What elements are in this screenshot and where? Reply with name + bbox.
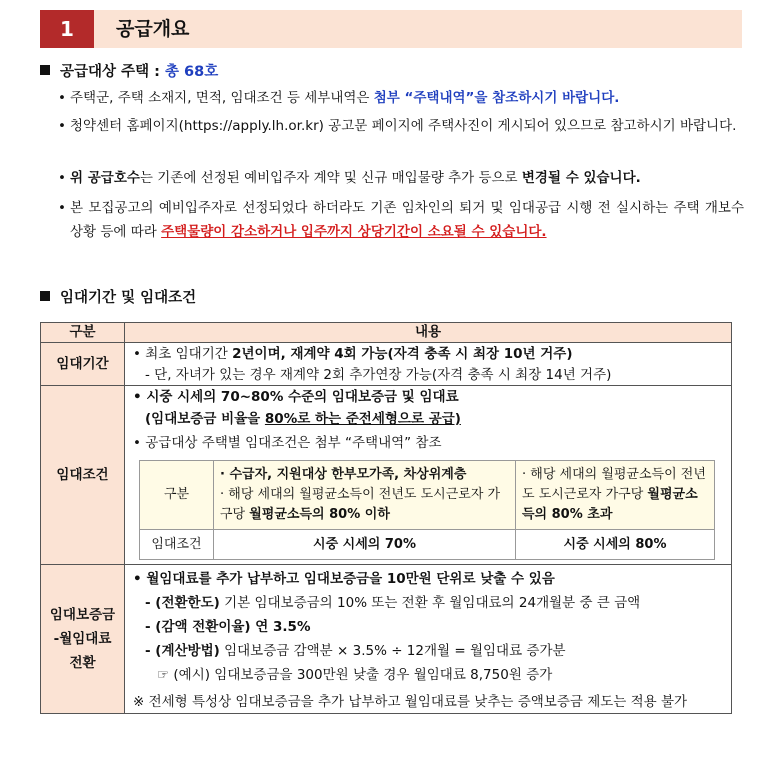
section-header — [40, 10, 742, 48]
conditions-inner-table — [139, 460, 715, 560]
section-title: 공급개요 — [116, 18, 190, 40]
inner-value-a: 시중 시세의 70% — [214, 530, 516, 560]
col-header-category: 구분 — [41, 323, 125, 343]
col-header-content: 내용 — [125, 323, 732, 343]
square-bullet-icon — [40, 65, 50, 75]
rental-heading: 임대기간 및 임대조건 — [40, 286, 196, 307]
bullet-count-change: • 위 공급호수는 기존에 선정된 예비입주자 계약 및 신규 매입물량 추가 등으로 변경될 수 있습니다. — [58, 170, 641, 186]
inner-header-category: 구분 — [140, 461, 214, 530]
row-deposit-conversion — [41, 565, 732, 714]
inner-row-groups — [140, 461, 715, 530]
conversion-note: ※ 전세형 특성상 임대보증금을 추가 납부하고 월임대료를 낮추는 증액보증금 제도는 적용 불가 — [133, 694, 688, 710]
section-number: 1 — [40, 10, 94, 48]
bullet-photo-notice: • 청약센터 홈페이지(https://apply.lh.or.kr) 공고문 페이지에 주택사진이 게시되어 있으므로 참고하시기 바랍니다. — [58, 118, 737, 134]
inner-row-label: 임대조건 — [140, 530, 214, 560]
bullet-detail-reference: • 주택군, 주택 소재지, 면적, 임대조건 등 세부내역은 첨부 “주택내역”을 참조하시기 바랍니다. — [58, 90, 620, 106]
supply-count: 총 68호 — [165, 64, 219, 80]
row-rental-period — [41, 343, 732, 386]
table-header-row — [41, 323, 732, 343]
inner-row-values — [140, 530, 715, 560]
square-bullet-icon — [40, 291, 50, 301]
supply-heading: 공급대상 주택 : 총 68호 — [40, 60, 218, 81]
label-rental-period: 임대기간 — [41, 343, 125, 386]
inner-value-b: 시중 시세의 80% — [516, 530, 715, 560]
row-rental-conditions — [41, 386, 732, 565]
content-rental-period: • 최초 임대기간 2년이며, 재계약 4회 가능(자격 충족 시 최장 10년 거주) - 단, 자녀가 있는 경우 재계약 2회 추가연장 가능(자격 충족 시 최장 14년 거주) — [125, 343, 732, 386]
inner-group-b: · 해당 세대의 월평균소득이 전년도 도시근로자 가구당 월평균소득의 80% 초과 — [516, 461, 715, 530]
content-rental-conditions: • 시중 시세의 70~80% 수준의 임대보증금 및 임대료 (임대보증금 비율을 80%로 하는 준전세형으로 공급) • 공급대상 주택별 임대조건은 첨부 “주택내역” 참조 구분 · 수급자, 지원대상 한부모가족, 차상위계층 · 해당 세대의 월평균소득이 전년도 도시근로자 가구당 월평균소득의 80% 이하 · 해당 세대의 월평균소득이 전년도 도시근로자 가구당 월평균소득의 80% 초과 임대조건 시중 시세의 70% 시중 시세의 80% — [125, 386, 732, 565]
label-rental-conditions: 임대조건 — [41, 386, 125, 565]
inner-group-a: · 수급자, 지원대상 한부모가족, 차상위계층 · 해당 세대의 월평균소득이 전년도 도시근로자 가구당 월평균소득의 80% 이하 — [214, 461, 516, 530]
label-deposit-conversion: 임대보증금 -월임대료 전환 — [41, 565, 125, 714]
bullet-supply-decrease: • 본 모집공고의 예비입주자로 선정되었다 하더라도 기존 임차인의 퇴거 및 임대공급 시행 전 실시하는 주택 개보수 상황 등에 따라 주택물량이 감소하거나 입주까지 상당기간이 소요될 수 있습니다. — [58, 200, 744, 240]
content-deposit-conversion: • 월임대료를 추가 납부하고 임대보증금을 10만원 단위로 낮출 수 있음 - (전환한도) 기본 임대보증금의 10% 또는 전환 후 월임대료의 24개월분 중 큰 금액 - (감액 전환이율) 연 3.5% - (계산방법) 임대보증금 감액분 × 3.5% ÷ 12개월 = 월임대료 증가분 ☞ (예시) 임대보증금을 300만원 낮출 경우 월임대료 8,750원 증가 ※ 전세형 특성상 임대보증금을 추가 납부하고 월임대료를 낮추는 증액보증금 제도는 적용 불가 — [125, 565, 732, 714]
rental-table — [40, 322, 732, 714]
